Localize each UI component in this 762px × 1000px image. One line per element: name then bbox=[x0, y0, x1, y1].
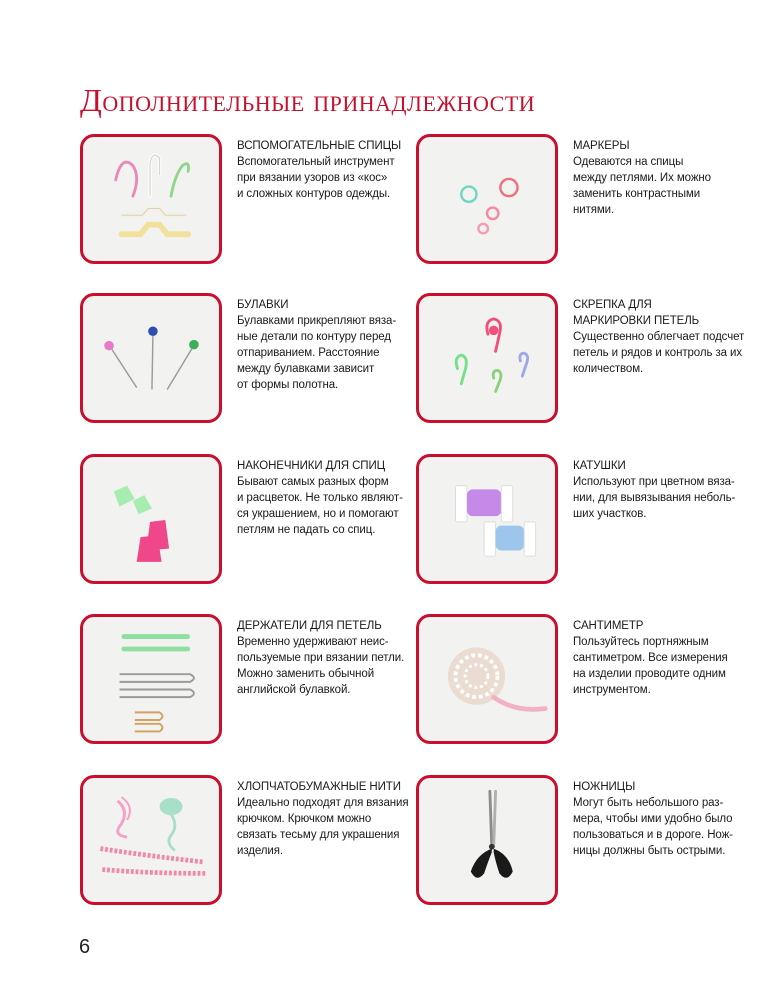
item-text bbox=[237, 297, 412, 393]
item-heading: ХЛОПЧАТОБУМАЖНЫЕ НИТИ bbox=[237, 781, 401, 793]
item-heading: МАРКЕРЫ bbox=[573, 140, 630, 152]
item-text bbox=[573, 458, 748, 522]
item-description: Используют при цветном вяза- нии, для вывязывания неболь- ших участков. bbox=[573, 476, 736, 520]
cable-needles-icon bbox=[80, 134, 222, 264]
stitch-marker-clips-icon bbox=[416, 293, 558, 423]
ring-markers-icon bbox=[416, 134, 558, 264]
item-heading: СКРЕПКА ДЛЯ МАРКИРОВКИ ПЕТЕЛЬ bbox=[573, 299, 700, 327]
scissors-icon bbox=[416, 775, 558, 905]
item-heading: САНТИМЕТР bbox=[573, 620, 644, 632]
page-title: Дополнительные принадлежности bbox=[80, 82, 536, 118]
item-heading: НАКОНЕЧНИКИ ДЛЯ СПИЦ bbox=[237, 460, 386, 472]
item-description: Идеально подходят для вязания крючком. Крючком можно связать тесьму для украшения изделия. bbox=[237, 797, 409, 857]
item-heading: НОЖНИЦЫ bbox=[573, 781, 636, 793]
page-number: 6 bbox=[79, 936, 91, 958]
item-description: Могут быть небольшого раз- мера, чтобы ими удобно было пользоваться и в дороге. Нож- ницы должны быть острыми. bbox=[573, 797, 733, 857]
item-heading: БУЛАВКИ bbox=[237, 299, 289, 311]
item-description: Пользуйтесь портняжным сантиметром. Все измерения на изделии проводите одним инструментом. bbox=[573, 636, 728, 696]
item-stitch-holders bbox=[80, 614, 410, 754]
pins-icon bbox=[80, 293, 222, 423]
item-stitch-marker-clips bbox=[416, 293, 746, 433]
tape-measure-icon bbox=[416, 614, 558, 744]
item-description: Временно удерживают неис- пользуемые при вязании петли. Можно заменить обычной английской булавкой. bbox=[237, 636, 405, 696]
item-text bbox=[237, 458, 412, 538]
item-description: Одеваются на спицы между петлями. Их можно заменить контрастными нитями. bbox=[573, 156, 711, 216]
item-scissors bbox=[416, 775, 746, 915]
item-text bbox=[237, 779, 412, 859]
item-pins bbox=[80, 293, 410, 433]
item-description: Булавками прикрепляют вяза- ные детали по контуру перед отпариванием. Расстояние между булавками зависит от формы полотна. bbox=[237, 315, 397, 391]
item-description: Бывают самых разных форм и расцветок. Не только являют- ся украшением, но и помогают петлям не падать со спиц. bbox=[237, 476, 403, 536]
stitch-holders-icon bbox=[80, 614, 222, 744]
item-description: Существенно облегчает подсчет петель и рядов и контроль за их количеством. bbox=[573, 331, 745, 375]
cotton-threads-icon bbox=[80, 775, 222, 905]
item-bobbins bbox=[416, 454, 746, 594]
item-cable-needles bbox=[80, 134, 410, 274]
item-heading: КАТУШКИ bbox=[573, 460, 626, 472]
item-needle-tips bbox=[80, 454, 410, 594]
item-text bbox=[573, 618, 748, 698]
needle-tips-icon bbox=[80, 454, 222, 584]
item-heading: ВСПОМОГАТЕЛЬНЫЕ СПИЦЫ bbox=[237, 140, 402, 152]
bobbins-icon bbox=[416, 454, 558, 584]
item-text bbox=[573, 138, 748, 218]
item-text bbox=[573, 779, 748, 859]
item-tape-measure bbox=[416, 614, 746, 754]
item-text bbox=[237, 618, 412, 698]
item-text bbox=[573, 297, 748, 377]
item-heading: ДЕРЖАТЕЛИ ДЛЯ ПЕТЕЛЬ bbox=[237, 620, 382, 632]
item-cotton-threads bbox=[80, 775, 410, 915]
item-ring-markers bbox=[416, 134, 746, 274]
item-description: Вспомогательный инструмент при вязании узоров из «кос» и сложных контуров одежды. bbox=[237, 156, 395, 200]
item-text bbox=[237, 138, 412, 202]
